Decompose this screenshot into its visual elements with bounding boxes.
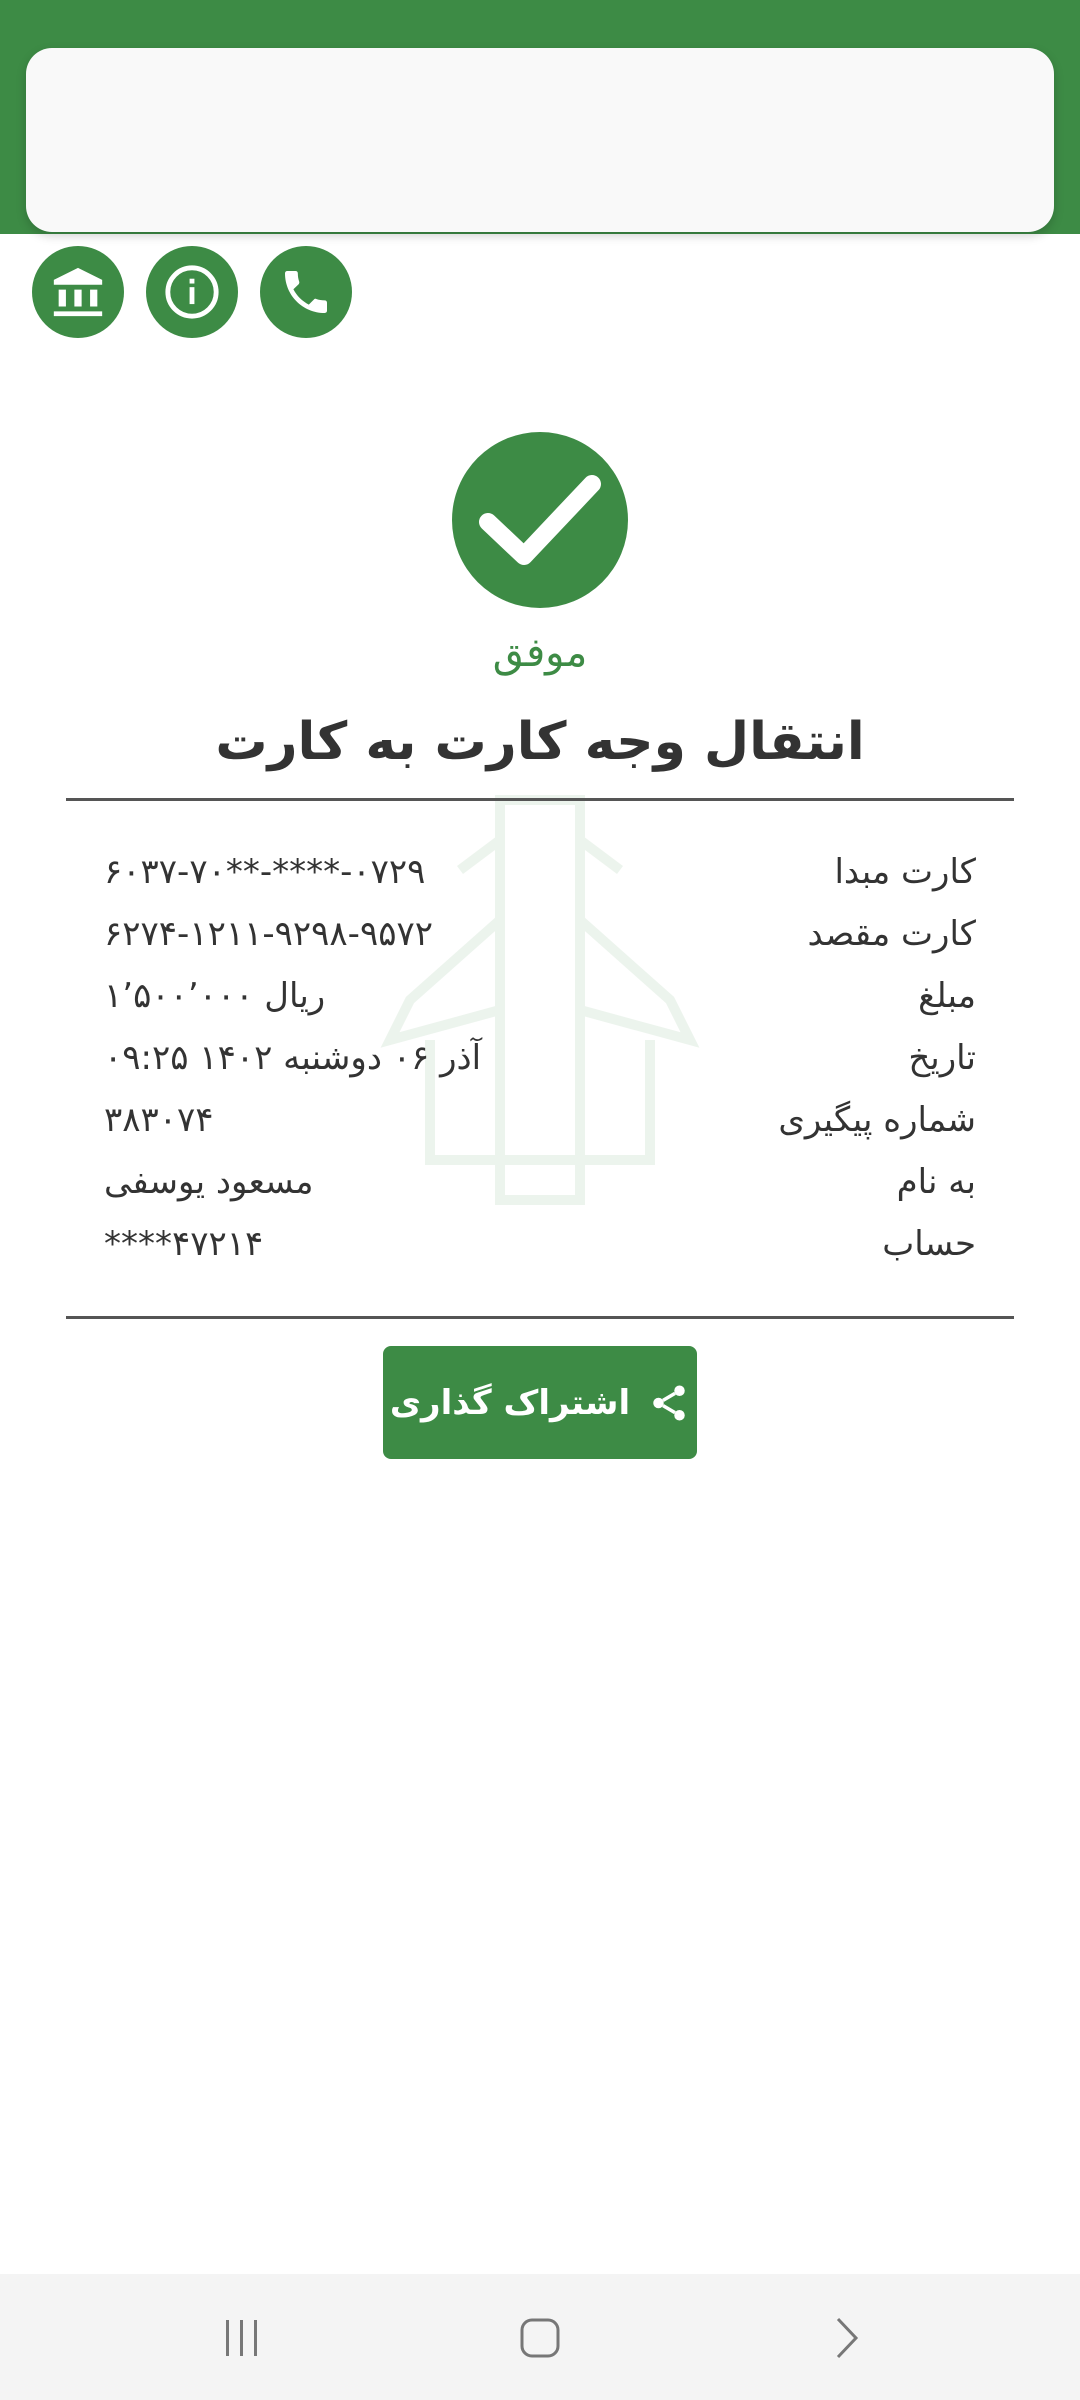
top-divider (66, 798, 1014, 801)
recent-apps-icon (220, 2316, 264, 2360)
detail-label: مبلغ (918, 976, 976, 1016)
detail-value: ****۴۷۲۱۴ (104, 1224, 264, 1264)
detail-label: کارت مقصد (807, 914, 976, 954)
check-icon (478, 470, 602, 570)
share-button[interactable] (383, 1346, 697, 1459)
bank-button[interactable] (32, 246, 124, 338)
home-button[interactable] (510, 2310, 570, 2366)
share-icon (648, 1382, 690, 1424)
detail-label: تاریخ (908, 1038, 976, 1078)
detail-label: شماره پیگیری (778, 1100, 976, 1140)
detail-row-destination-card (104, 904, 976, 964)
home-icon (517, 2315, 563, 2361)
detail-row-tracking-number (104, 1090, 976, 1150)
system-nav-bar (0, 2274, 1080, 2400)
detail-value: ۶۰۳۷-۷۰**-****-۰۷۲۹ (104, 852, 426, 892)
status-text: موفق (492, 630, 588, 676)
detail-value: ۱٬۵۰۰٬۰۰۰ ریال (104, 976, 326, 1016)
back-icon (826, 2313, 866, 2363)
recent-apps-button[interactable] (212, 2310, 272, 2366)
detail-value: ۰۹:۲۵ ۱۴۰۲ آذر ۰۶ دوشنبه (104, 1038, 482, 1078)
phone-icon (278, 264, 334, 320)
detail-row-account (104, 1214, 976, 1274)
notification-card (26, 48, 1054, 232)
detail-label: حساب (882, 1224, 976, 1264)
detail-label: به نام (896, 1162, 976, 1202)
detail-row-amount (104, 966, 976, 1026)
detail-value: ۶۲۷۴-۱۲۱۱-۹۲۹۸-۹۵۷۲ (104, 914, 433, 954)
success-badge (452, 432, 628, 608)
detail-row-source-card (104, 842, 976, 902)
info-button[interactable] (146, 246, 238, 338)
bottom-divider (66, 1316, 1014, 1319)
info-icon (163, 263, 221, 321)
detail-row-recipient-name (104, 1152, 976, 1212)
page-title: انتقال وجه کارت به کارت (215, 712, 865, 772)
detail-label: کارت مبدا (834, 852, 976, 892)
bank-icon (49, 263, 107, 321)
back-button[interactable] (816, 2310, 876, 2366)
detail-value: ۳۸۳۰۷۴ (104, 1100, 214, 1140)
call-button[interactable] (260, 246, 352, 338)
share-label: اشتراک گذاری (389, 1382, 631, 1423)
detail-value: مسعود یوسفی (104, 1162, 314, 1202)
detail-row-date (104, 1028, 976, 1088)
